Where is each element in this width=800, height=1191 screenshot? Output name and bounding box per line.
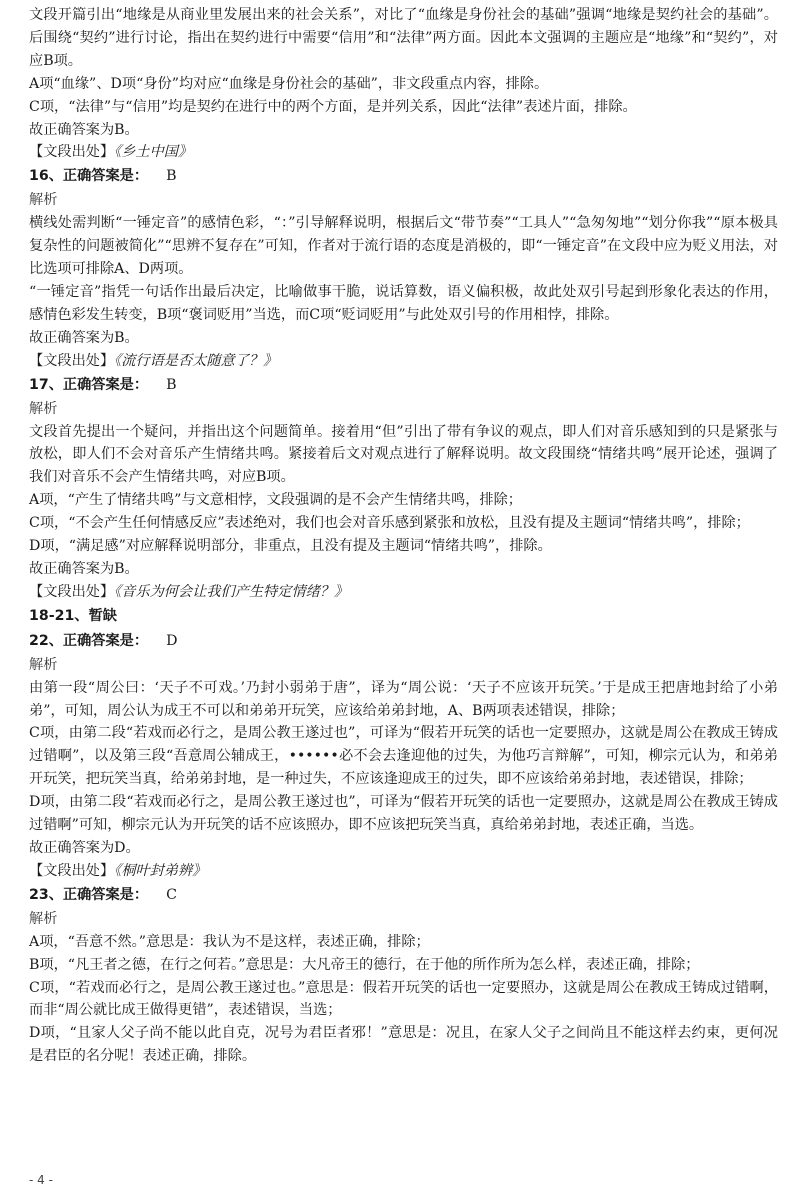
question-22 <box>29 629 778 883</box>
analysis-label: 解析 <box>29 400 58 417</box>
answer-letter: B <box>166 376 177 393</box>
answer-heading <box>29 373 778 398</box>
answer-heading-text: 22、正确答案是： <box>29 632 149 649</box>
intro-paragraph: C项，“法律”与“信用”均是契约在进行中的两个方面，是并列关系，因此“法律”表述片面，排除。 <box>29 98 637 115</box>
answer-letter: B <box>166 168 177 185</box>
source-name: 《流行语是否太随意了？》 <box>114 352 278 369</box>
page-number: - 4 - <box>29 1173 53 1187</box>
analysis-paragraph: C项，“不会产生任何情感反应”表述绝对，我们也会对音乐感到紧张和放松，且没有提及主题词“情绪共鸣”，排除； <box>29 515 750 532</box>
source-prefix: 【文段出处】 <box>29 352 115 369</box>
answer-heading <box>29 629 778 654</box>
analysis-paragraph: 由第一段“周公曰：‘天子不可戏。’乃封小弱弟于唐”，译为“周公说：‘天子不应该开玩笑。’于是成王把唐地封给了小弟弟”，可知，周公认为成王不可以和弟弟开玩笑，应该给弟弟封地，A、B两项表述错误，排除； <box>29 679 778 719</box>
analysis-label: 解析 <box>29 656 58 673</box>
intro-paragraph: A项“血缘”、D项“身份”均对应“血缘是身份社会的基础”，非文段重点内容，排除。 <box>29 75 549 92</box>
analysis-paragraph: C项，由第二段“若戏而必行之，是周公教王遂过也”，可译为“假若开玩笑的话也一定要照办，这就是周公在教成王铸成过错啊”，以及第三段“吾意周公辅成王，••••••必不会去逢迎他的过失，为他巧言辩解”，可知，柳宗元认为，和弟弟开玩笑，把玩笑当真，给弟弟封地，是一种过失，不应该逢迎成王的过失，即不应该给弟弟封地，表述错误，排除； <box>29 725 778 788</box>
answer-letter: D <box>166 632 178 649</box>
analysis-paragraph: B项，“凡王者之德，在行之何若。”意思是：大凡帝王的德行，在于他的所作所为怎么样，表述正确，排除； <box>29 956 700 973</box>
question-17 <box>29 373 778 604</box>
analysis-paragraph: “一锤定音”指凭一句话作出最后决定，比喻做事干脆，说话算数，语义偏积极，故此处双引号起到形象化表达的作用，感情色彩发生转变，B项“褒词贬用”当选，而C项“贬词贬用”与此处双引号的作用相悖，排除。 <box>29 283 778 323</box>
analysis-paragraph: A项，“吾意不然。”意思是：我认为不是这样，表述正确，排除； <box>29 933 430 950</box>
analysis-conclusion: 故正确答案为B。 <box>29 329 139 346</box>
question-18-21 <box>29 604 778 629</box>
intro-paragraph: 文段开篇引出“地缘是从商业里发展出来的社会关系”，对比了“血缘是身份社会的基础”强调“地缘是契约社会的基础”。后围绕“契约”进行讨论，指出在契约进行中需要“信用”和“法律”两方面。因此本文强调的主题应是“地缘”和“契约”，对应B项。 <box>29 7 778 69</box>
intro-conclusion: 故正确答案为B。 <box>29 121 139 138</box>
analysis-paragraph: C项，“若戏而必行之，是周公教王遂过也。”意思是：假若开玩笑的话也一定要照办，这就是周公在教成王铸成过错啊，而非“周公就比成王做得更错”，表述错误，当选； <box>29 979 778 1019</box>
analysis-paragraph: 横线处需判断“一锤定音”的感情色彩，“：”引导解释说明，根据后文“带节奏”“工具人”“急匆匆地”“划分你我”“原本极具复杂性的问题被简化”“思辨不复存在”可知，作者对于流行语的态度是消极的，即“一锤定音”在文段中应为贬义用法，对比选项可排除A、D两项。 <box>29 215 778 278</box>
source-line <box>29 141 778 164</box>
analysis-label: 解析 <box>29 192 58 209</box>
analysis-paragraph: D项，由第二段“若戏而必行之，是周公教王遂过也”，可译为“假若开玩笑的话也一定要照办，这就是周公在教成王铸成过错啊”可知，柳宗元认为开玩笑的话不应该照办，即不应该把玩笑当真，真给弟弟封地，表述正确，当选。 <box>29 794 778 834</box>
answer-heading-text: 23、正确答案是： <box>29 886 149 903</box>
analysis-conclusion: 故正确答案为B。 <box>29 560 139 577</box>
source-name: 《乡土中国》 <box>114 144 193 161</box>
source-line <box>29 581 778 604</box>
analysis-conclusion: 故正确答案为D。 <box>29 840 140 856</box>
analysis-paragraph: D项，“满足感”对应解释说明部分，非重点，且没有提及主题词“情绪共鸣”，排除。 <box>29 538 552 555</box>
source-line <box>29 350 778 373</box>
intro-section <box>29 4 778 164</box>
source-name: 《桐叶封弟辨》 <box>114 862 207 879</box>
analysis-paragraph: A项，“产生了情绪共鸣”与文意相悖，文段强调的是不会产生情绪共鸣，排除； <box>29 492 522 509</box>
question-16 <box>29 164 778 372</box>
analysis-label: 解析 <box>29 910 58 927</box>
answer-letter: C <box>166 886 177 903</box>
source-prefix: 【文段出处】 <box>29 144 115 161</box>
missing-heading: 18-21、暂缺 <box>29 607 117 624</box>
answer-heading-text: 16、正确答案是： <box>29 168 149 185</box>
source-prefix: 【文段出处】 <box>29 862 115 879</box>
question-23 <box>29 883 778 1068</box>
source-name: 《音乐为何会让我们产生特定情绪？》 <box>114 583 349 600</box>
source-line <box>29 860 778 883</box>
analysis-paragraph: 文段首先提出一个疑问，并指出这个问题简单。接着用“但”引出了带有争议的观点，即人们对音乐感知到的只是紧张与放松，即人们不会对音乐产生情绪共鸣。紧接着后文对观点进行了解释说明。故文段围绕“情绪共鸣”展开论述，强调了我们对音乐不会产生情绪共鸣，对应B项。 <box>29 423 778 486</box>
answer-heading-text: 17、正确答案是： <box>29 376 149 393</box>
answer-heading <box>29 164 778 189</box>
analysis-paragraph: D项，“且家人父子尚不能以此自克，况号为君臣者邪！”意思是：况且，在家人父子之间尚且不能这样去约束，更何况是君臣的名分呢！表述正确，排除。 <box>29 1025 778 1065</box>
source-prefix: 【文段出处】 <box>29 583 115 600</box>
answer-heading <box>29 883 778 908</box>
